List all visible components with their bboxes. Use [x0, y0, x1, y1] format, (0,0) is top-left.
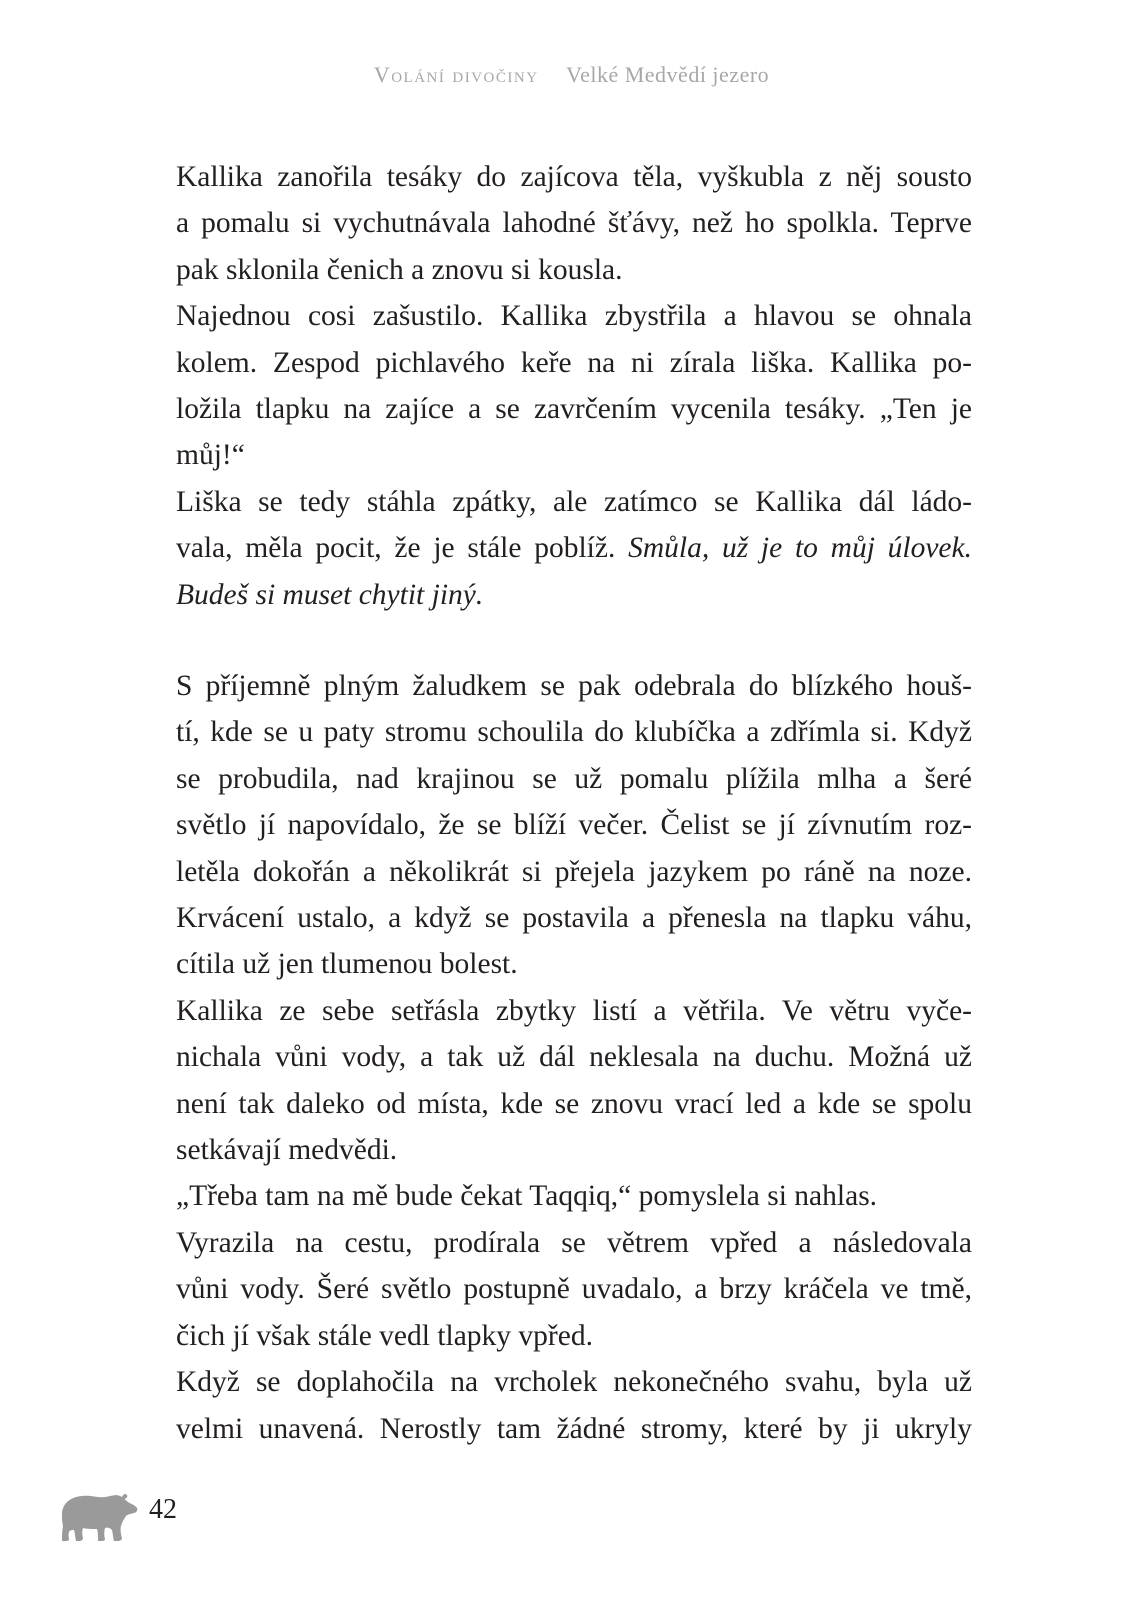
- text-line: se probudila, nad krajinou se už pomalu plížila mlha a šeré: [176, 762, 972, 795]
- text-line: Krvácení ustalo, a když se postavila a přenesla na tlapku váhu,: [176, 902, 972, 935]
- book-title: Velké Medvědí jezero: [566, 62, 770, 87]
- bear-silhouette-icon: [58, 1488, 140, 1542]
- text-line: Liška se tedy stáhla zpátky, ale zatímco se Kallika dál ládo-: [176, 485, 972, 518]
- text-line: setkávají medvědi.: [176, 1134, 398, 1167]
- text-line: tí, kde se u paty stromu schoulila do klubíčka a zdřímla si. Když: [176, 716, 972, 749]
- text-line: „Třeba tam na mě bude čekat Taqqiq,“ pomyslela si nahlas.: [176, 1180, 878, 1213]
- text-line: není tak daleko od místa, kde se znovu vrací led a kde se spolu: [176, 1087, 972, 1120]
- italic-thought: Budeš si muset chytit jiný.: [176, 578, 484, 611]
- text-line: nichala vůni vody, a tak už dál neklesala na duchu. Možná už: [176, 1041, 972, 1074]
- paragraph: [176, 1359, 972, 1452]
- paragraph: [176, 1220, 972, 1359]
- text-line: ložila tlapku na zajíce a se zavrčením vycenila tesáky. „Ten je: [176, 393, 972, 426]
- page-number: 42: [149, 1494, 177, 1525]
- text-line: [176, 572, 972, 618]
- text-line: Kallika ze sebe setřásla zbytky listí a větřila. Ve větru vyče-: [176, 994, 972, 1027]
- paragraph: [176, 1173, 972, 1219]
- text-line-start: vala, měla pocit, že je stále poblíž.: [176, 532, 616, 565]
- text-line: cítila už jen tlumenou bolest.: [176, 948, 518, 981]
- text-line: velmi unavená. Nerostly tam žádné stromy, které by ji ukryly: [176, 1412, 972, 1445]
- text-section-1: [176, 154, 972, 618]
- text-line: Kallika zanořila tesáky do zajícova těla, vyškubla z něj sousto: [176, 161, 972, 193]
- paragraph: [176, 663, 972, 988]
- series-title: Volání divočiny: [373, 62, 539, 87]
- paragraph: [176, 988, 972, 1174]
- text-line: světlo jí napovídalo, že se blíží večer. Čelist se jí zívnutím roz-: [176, 809, 972, 842]
- text-line: Vyrazila na cestu, prodírala se větrem vpřed a následovala: [176, 1226, 972, 1259]
- paragraph: [176, 154, 972, 293]
- text-line: pak sklonila čenich a znovu si kousla.: [176, 253, 623, 286]
- text-line: můj!“: [176, 439, 245, 472]
- running-header: [0, 62, 1143, 88]
- text-section-2: [176, 663, 972, 1452]
- text-line: vůni vody. Šeré světlo postupně uvadalo, a brzy kráčela ve tmě,: [176, 1273, 972, 1306]
- text-line: S příjemně plným žaludkem se pak odebrala do blízkého houš-: [176, 670, 972, 702]
- text-line: [176, 525, 972, 571]
- italic-thought: Smůla, už je to můj úlovek.: [628, 532, 972, 565]
- text-line: kolem. Zespod pichlavého keře na ni zírala liška. Kallika po-: [176, 346, 972, 379]
- text-line: čich jí však stále vedl tlapky vpřed.: [176, 1319, 593, 1352]
- text-line: Najednou cosi zašustilo. Kallika zbystřila a hlavou se ohnala: [176, 300, 972, 333]
- text-line: Když se doplahočila na vrcholek nekonečného svahu, byla už: [176, 1366, 972, 1399]
- text-line: a pomalu si vychutnávala lahodné šťávy, než ho spolkla. Teprve: [176, 207, 972, 240]
- paragraph: [176, 293, 972, 479]
- text-line: letěla dokořán a několikrát si přejela jazykem po ráně na noze.: [176, 855, 972, 888]
- paragraph: [176, 479, 972, 618]
